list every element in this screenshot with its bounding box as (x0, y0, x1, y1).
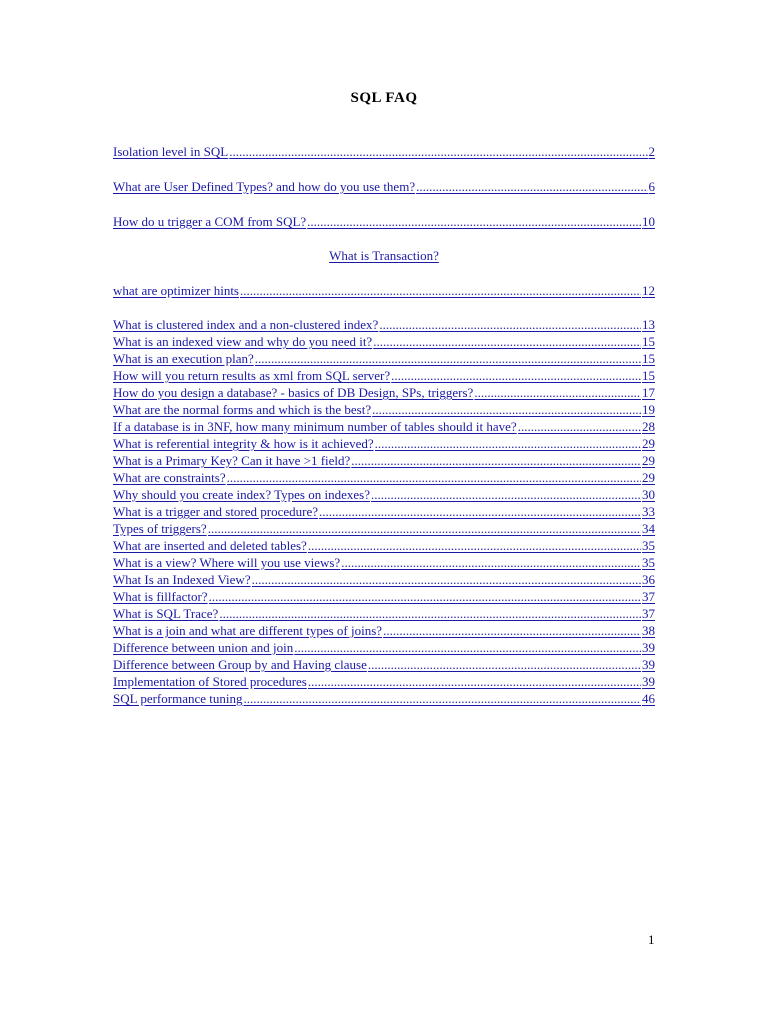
toc-leader-dots (351, 452, 641, 469)
toc-leader-dots (308, 537, 641, 554)
toc-entry-text: Why should you create index? Types on indexes? (113, 487, 370, 502)
toc-entry-text: What is a trigger and stored procedure? (113, 504, 319, 519)
toc-leader-dots (252, 571, 641, 588)
toc-entry-page: 15 (642, 334, 655, 349)
toc-entry[interactable] (113, 486, 655, 503)
toc-leader-dots (379, 316, 641, 333)
toc-entry[interactable] (113, 384, 655, 401)
toc-entry-text: What are inserted and deleted tables? (113, 538, 307, 553)
toc-entry-optimizer-hints[interactable] (113, 282, 655, 299)
toc-leader-dots (518, 418, 641, 435)
toc-entry-text: How do u trigger a COM from SQL? (113, 214, 307, 229)
toc-entry[interactable] (113, 605, 655, 622)
page-number: 1 (648, 932, 655, 947)
toc-entry[interactable] (113, 435, 655, 452)
toc-entry-page: 15 (642, 368, 655, 383)
toc-leader-dots (371, 486, 641, 503)
toc-entry-text: What is clustered index and a non-clustered index? (113, 317, 379, 332)
toc-list (113, 316, 655, 707)
toc-leader-dots (308, 673, 641, 690)
toc-entry-text: What are User Defined Types? and how do you use them? (113, 179, 416, 194)
toc-leader-dots (219, 605, 641, 622)
toc-entry-page: 39 (642, 640, 655, 655)
toc-entry-text: What is a Primary Key? Can it have >1 field? (113, 453, 351, 468)
toc-top-group (113, 143, 655, 230)
toc-entry-text: How will you return results as xml from SQL server? (113, 368, 391, 383)
standalone-link-row (0, 247, 768, 264)
toc-entry-page: 33 (642, 504, 655, 519)
toc-entry-user-defined-types[interactable] (113, 178, 655, 195)
toc-entry[interactable] (113, 452, 655, 469)
toc-leader-dots (307, 213, 641, 230)
toc-entry[interactable] (113, 503, 655, 520)
toc-leader-dots (383, 622, 641, 639)
toc-leader-dots (208, 520, 641, 537)
toc-entry-page: 29 (642, 453, 655, 468)
toc-entry[interactable] (113, 656, 655, 673)
toc-entry-page: 46 (642, 691, 655, 706)
toc-leader-dots (391, 367, 641, 384)
toc-entry-text: Implementation of Stored procedures (113, 674, 307, 689)
toc-entry[interactable] (113, 520, 655, 537)
toc-entry-text: Types of triggers? (113, 521, 207, 536)
toc-entry-text: What is an execution plan? (113, 351, 254, 366)
toc-entry[interactable] (113, 537, 655, 554)
toc-entry-trigger-com[interactable] (113, 213, 655, 230)
toc-entry-text: What Is an Indexed View? (113, 572, 251, 587)
toc-entry-page: 36 (642, 572, 655, 587)
toc-entry[interactable] (113, 588, 655, 605)
toc-entry-page: 39 (642, 657, 655, 672)
toc-leader-dots (229, 143, 647, 160)
toc-entry[interactable] (113, 333, 655, 350)
toc-entry-page: 6 (648, 179, 655, 194)
toc-entry-page: 37 (642, 606, 655, 621)
toc-entry-page: 17 (642, 385, 655, 400)
toc-leader-dots (372, 401, 641, 418)
toc-leader-dots (375, 435, 641, 452)
toc-entry-text: Isolation level in SQL (113, 144, 229, 159)
toc-entry-page: 29 (642, 436, 655, 451)
toc-entry[interactable] (113, 367, 655, 384)
toc-entry-page: 19 (642, 402, 655, 417)
toc-entry-page: 10 (642, 214, 655, 229)
toc-leader-dots (341, 554, 641, 571)
toc-entry-text: What is SQL Trace? (113, 606, 219, 621)
toc-entry-text: What are constraints? (113, 470, 226, 485)
toc-leader-dots (294, 639, 641, 656)
toc-entry-page: 34 (642, 521, 655, 536)
toc-leader-dots (243, 690, 641, 707)
toc-entry[interactable] (113, 554, 655, 571)
toc-entry-page: 35 (642, 555, 655, 570)
toc-entry[interactable] (113, 469, 655, 486)
toc-entry-page: 2 (648, 144, 655, 159)
toc-entry[interactable] (113, 401, 655, 418)
what-is-transaction-link[interactable]: What is Transaction? (329, 248, 439, 263)
toc-entry-page: 12 (642, 283, 655, 298)
toc-entry-page: 30 (642, 487, 655, 502)
toc-entry-text: SQL performance tuning (113, 691, 243, 706)
toc-entry-text: How do you design a database? - basics of DB Design, SPs, triggers? (113, 385, 474, 400)
toc-entry-page: 28 (642, 419, 655, 434)
toc-entry-text: What is fillfactor? (113, 589, 208, 604)
toc-leader-dots (368, 656, 641, 673)
page-title: SQL FAQ (350, 90, 418, 106)
toc-entry-text: What is a view? Where will you use views? (113, 555, 341, 570)
toc-entry-page: 15 (642, 351, 655, 366)
toc-leader-dots (373, 333, 641, 350)
toc-entry[interactable] (113, 673, 655, 690)
toc-leader-dots (416, 178, 647, 195)
toc-entry[interactable] (113, 690, 655, 707)
toc-entry-text: Difference between union and join (113, 640, 294, 655)
toc-entry-page: 35 (642, 538, 655, 553)
toc-leader-dots (209, 588, 641, 605)
toc-entry-page: 37 (642, 589, 655, 604)
toc-entry[interactable] (113, 571, 655, 588)
toc-entry-page: 13 (642, 317, 655, 332)
toc-entry-text: what are optimizer hints (113, 283, 239, 298)
toc-entry-text: What is an indexed view and why do you need it? (113, 334, 373, 349)
toc-entry-page: 39 (642, 674, 655, 689)
toc-leader-dots (227, 469, 641, 486)
toc-entry[interactable] (113, 622, 655, 639)
toc-entry-text: What is referential integrity & how is it achieved? (113, 436, 374, 451)
toc-entry-text: What are the normal forms and which is the best? (113, 402, 372, 417)
toc-leader-dots (255, 350, 641, 367)
toc-entry[interactable] (113, 350, 655, 367)
toc-mid-group (113, 282, 655, 299)
toc-entry[interactable] (113, 418, 655, 435)
toc-entry[interactable] (113, 639, 655, 656)
toc-entry-text: Difference between Group by and Having clause (113, 657, 367, 672)
toc-entry-text: What is a join and what are different types of joins? (113, 623, 383, 638)
toc-leader-dots (240, 282, 641, 299)
toc-leader-dots (319, 503, 641, 520)
toc-entry[interactable] (113, 316, 655, 333)
toc-entry-text: If a database is in 3NF, how many minimum number of tables should it have? (113, 419, 517, 434)
toc-entry-isolation-level[interactable] (113, 143, 655, 160)
toc-entry-page: 38 (642, 623, 655, 638)
toc-entry-page: 29 (642, 470, 655, 485)
toc-leader-dots (474, 384, 641, 401)
